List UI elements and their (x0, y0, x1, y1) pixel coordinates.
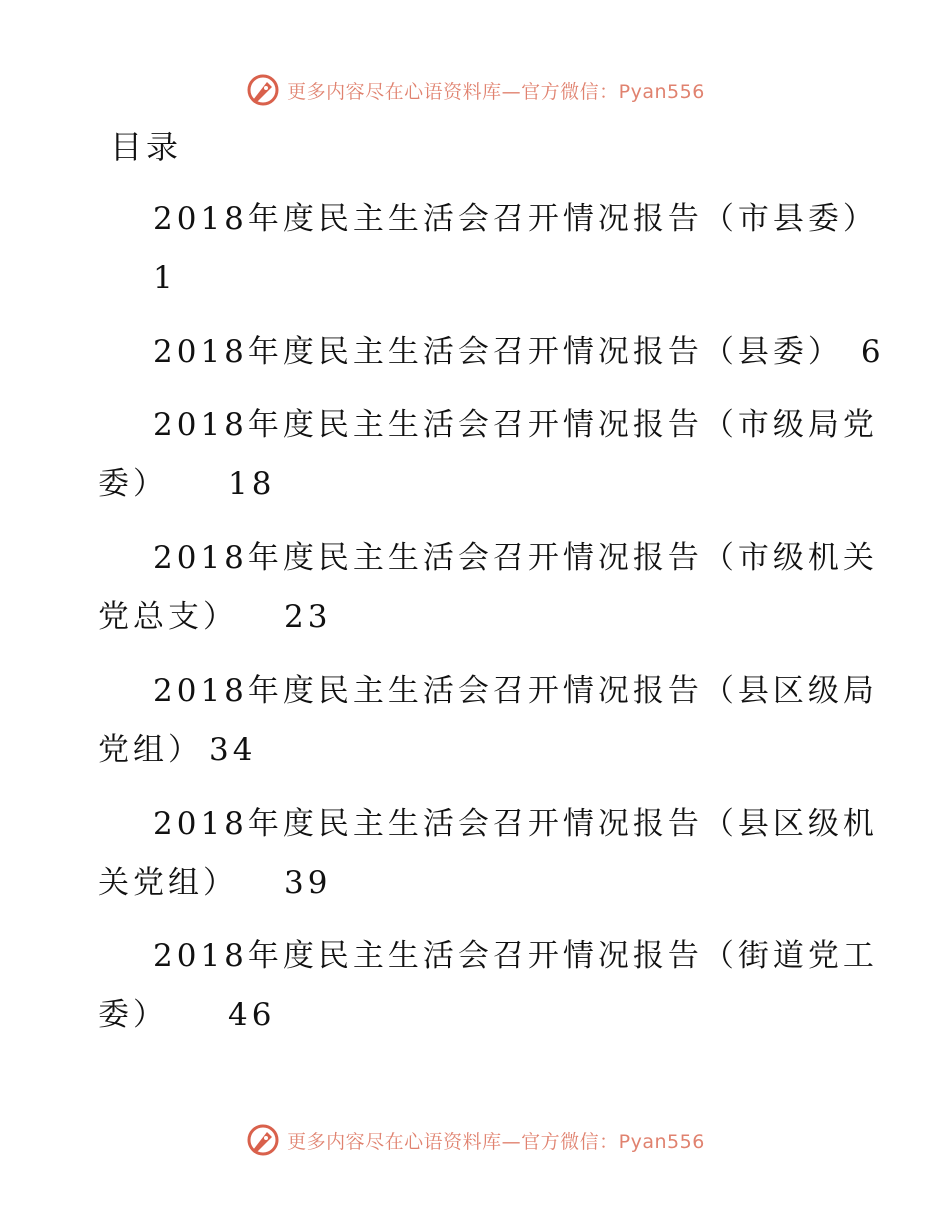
toc-entry-page: 39 (284, 865, 332, 901)
toc-entry-title-cont: 委） (98, 466, 168, 502)
toc-entry-page: 46 (228, 997, 276, 1033)
toc-entry-page: 6 (860, 334, 885, 370)
toc-entry-page: 34 (209, 732, 257, 768)
toc-entry-title: 2018年度民主生活会召开情况报告（市县委） (153, 201, 878, 237)
toc-title: 目录 (110, 128, 183, 166)
toc-entry-title: 2018年度民主生活会召开情况报告（县委） (153, 334, 843, 370)
toc-entry-title-cont: 委） (98, 997, 168, 1033)
footer-watermark-text: 更多内容尽在心语资料库—官方微信：Pyan556 (287, 1130, 705, 1153)
toc-entry-title-cont: 党组） (98, 732, 203, 768)
header-watermark (0, 70, 950, 110)
toc-entry-title: 2018年度民主生活会召开情况报告（街道党工 (153, 938, 878, 974)
toc-entry-title-cont: 关党组） (98, 865, 238, 901)
toc-entry-title: 2018年度民主生活会召开情况报告（县区级机 (153, 806, 878, 842)
toc-entry-title: 2018年度民主生活会召开情况报告（市级机关 (153, 540, 878, 576)
header-watermark-text: 更多内容尽在心语资料库—官方微信：Pyan556 (287, 80, 705, 103)
pen-nib-logo-icon (245, 72, 281, 108)
toc-entry-title: 2018年度民主生活会召开情况报告（市级局党 (153, 407, 878, 443)
toc-entry-title-cont: 党总支） (98, 599, 238, 635)
toc-entry-title: 2018年度民主生活会召开情况报告（县区级局 (153, 673, 878, 709)
pen-nib-logo-icon (245, 1122, 281, 1158)
footer-watermark (0, 1120, 950, 1160)
toc-entry-page: 18 (228, 466, 276, 502)
toc-entry-page: 1 (153, 260, 177, 296)
toc-entry-page: 23 (284, 599, 332, 635)
